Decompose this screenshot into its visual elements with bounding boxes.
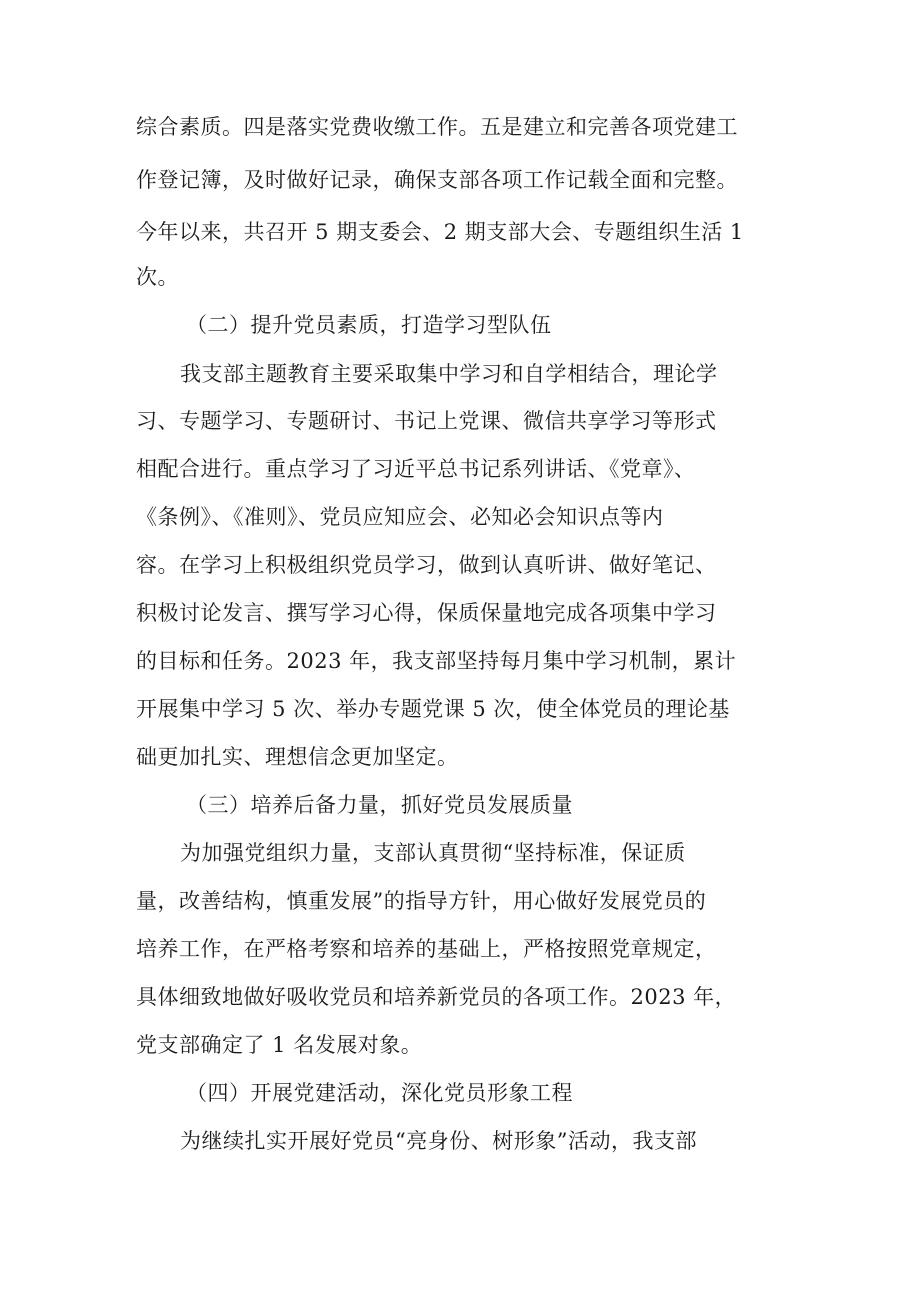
paragraph-first-line: 为继续扎实开展好党员“亮身份、树形象”活动，我支部 — [180, 1129, 697, 1153]
section-heading-3: （三）培养后备力量，抓好党员发展质量 — [186, 793, 573, 817]
body-line-17: 量，改善结构，慎重发展”的指导方针，用心做好发展党员的 — [136, 889, 707, 913]
body-line-19: 具体细致地做好吸收党员和培养新党员的各项工作。2023 年， — [136, 985, 737, 1009]
paragraph-first-line: 为加强党组织力量，支部认真贯彻“坚持标准，保证质 — [180, 841, 686, 865]
body-line-2: 作登记簿，及时做好记录，确保支部各项工作记载全面和完整。 — [136, 168, 738, 192]
section-heading-2: （二）提升党员素质，打造学习型队伍 — [186, 313, 552, 337]
body-line-1: 综合素质。四是落实党费收缴工作。五是建立和完善各项党建工 — [136, 115, 738, 139]
body-line-7: 习、专题学习、专题研讨、书记上党课、微信共享学习等形式 — [136, 409, 717, 433]
body-line-8: 相配合进行。重点学习了习近平总书记系列讲话、《党章》、 — [136, 457, 696, 481]
body-line-20: 党支部确定了 1 名发展对象。 — [136, 1033, 423, 1057]
body-line-14: 础更加扎实、理想信念更加坚定。 — [136, 745, 459, 769]
body-line-18: 培养工作，在严格考察和培养的基础上，严格按照党章规定， — [136, 937, 717, 961]
body-line-10: 容。在学习上积极组织党员学习，做到认真听讲、做好笔记、 — [136, 553, 717, 577]
paragraph-first-line: 我支部主题教育主要采取集中学习和自学相结合，理论学 — [180, 362, 718, 386]
section-heading-4: （四）开展党建活动，深化党员形象工程 — [186, 1081, 573, 1105]
body-line-9: 《条例》、《准则》、党员应知应会、必知必会知识点等内 — [136, 505, 664, 529]
body-line-12: 的目标和任务。2023 年，我支部坚持每月集中学习机制，累计 — [136, 649, 737, 673]
body-line-3: 今年以来，共召开 5 期支委会、2 期支部大会、专题组织生活 1 — [136, 220, 744, 244]
body-line-13: 开展集中学习 5 次、举办专题党课 5 次，使全体党员的理论基 — [136, 697, 730, 721]
body-line-11: 积极讨论发言、撰写学习心得，保质保量地完成各项集中学习 — [136, 601, 717, 625]
body-line-4: 次。 — [136, 265, 179, 289]
